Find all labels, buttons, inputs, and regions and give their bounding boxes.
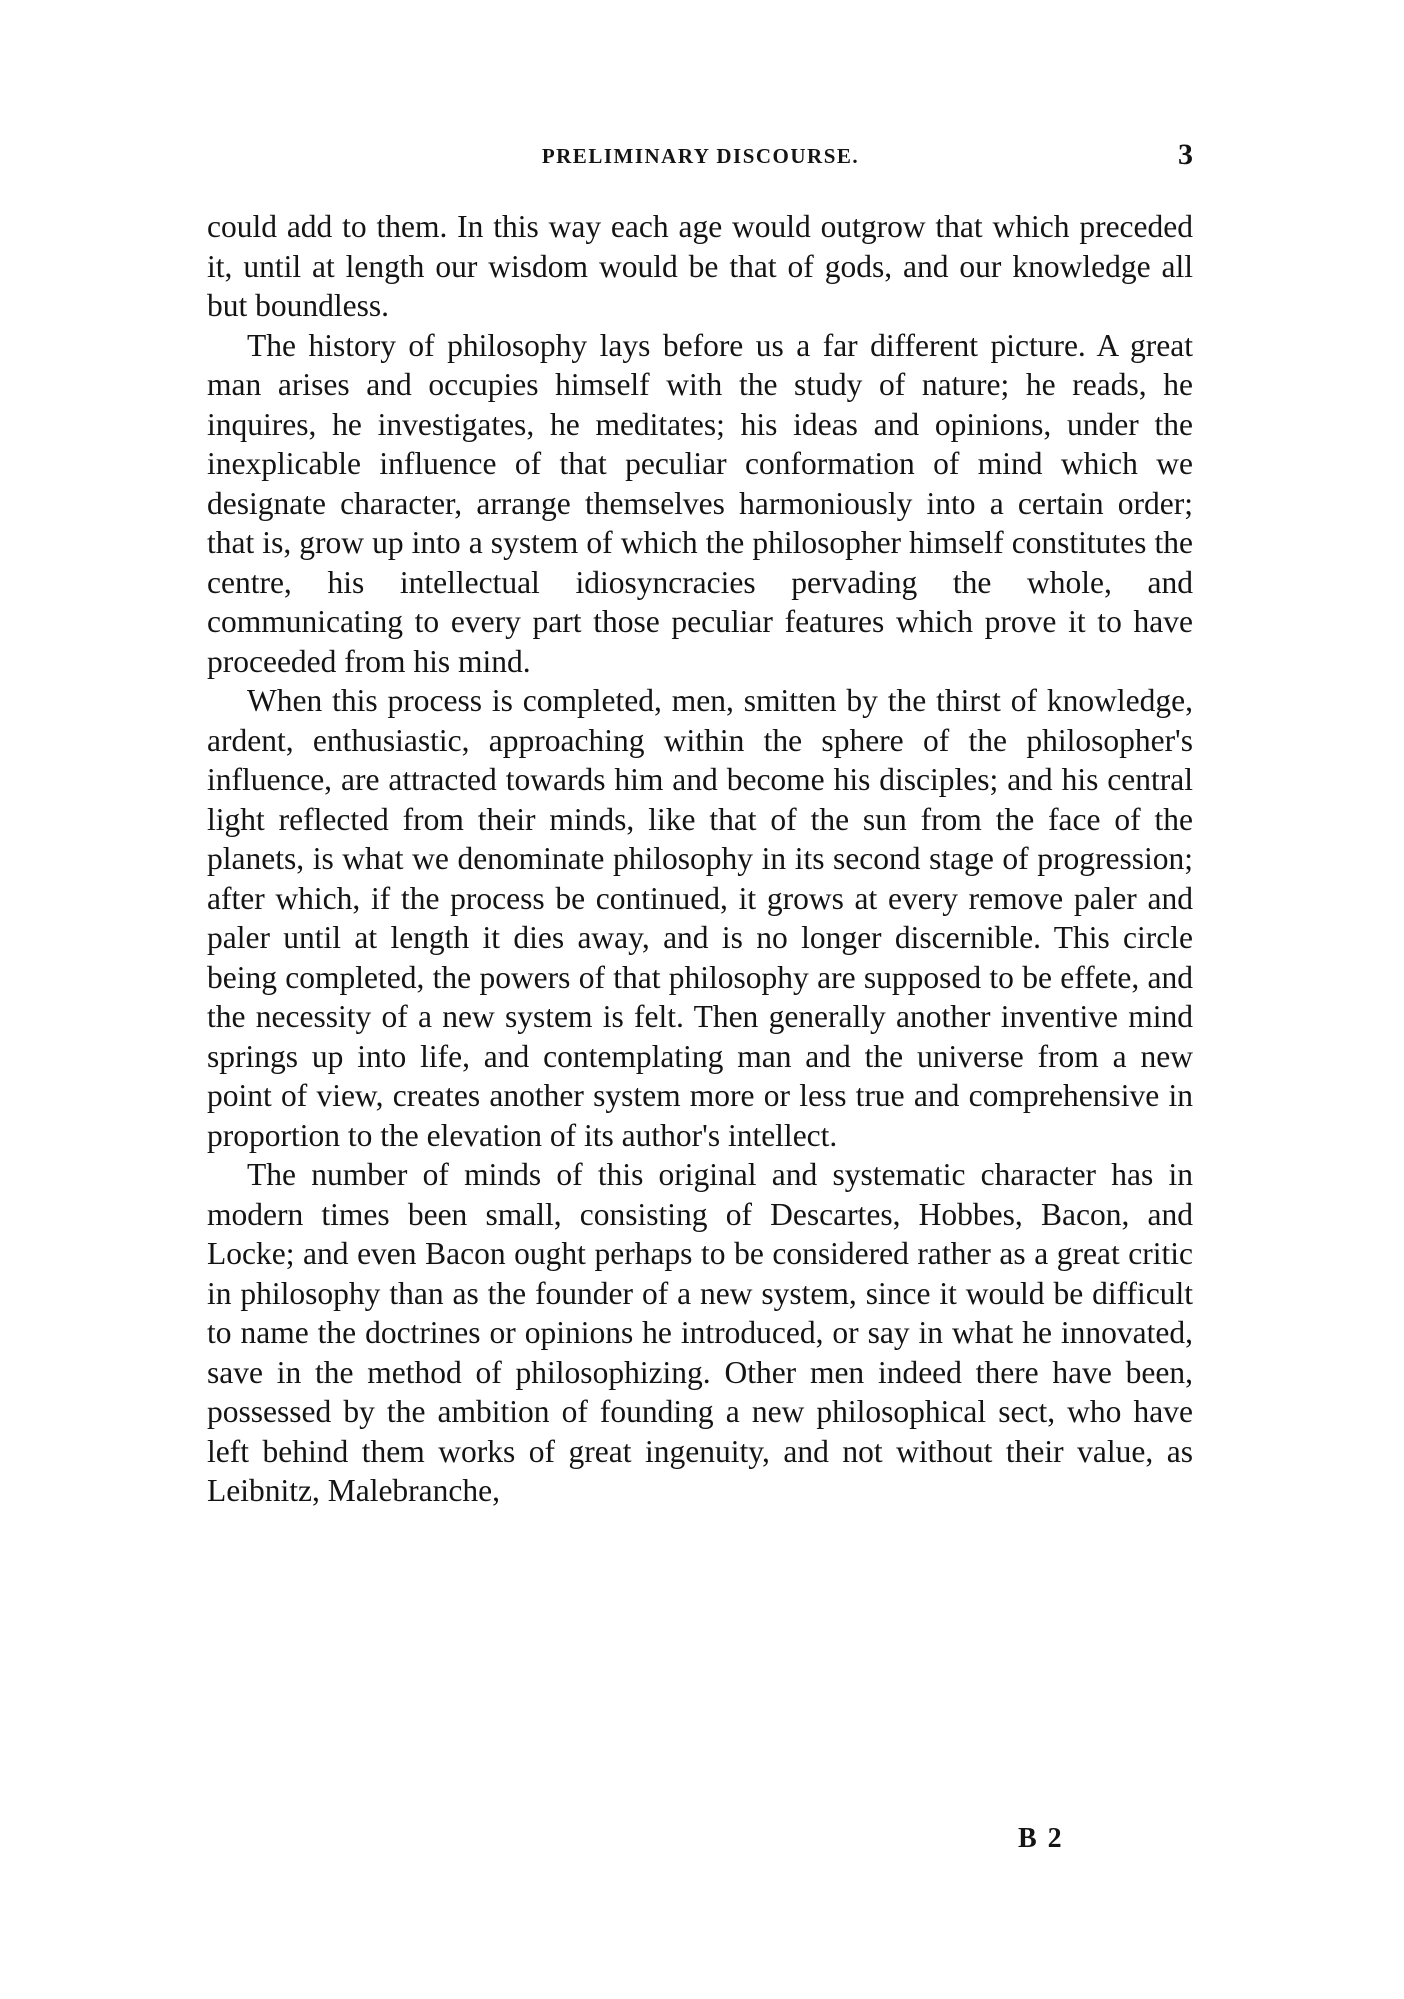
paragraph-2: The history of philosophy lays before us a far different picture. A great man arises and occupies himself with the study of nature; he reads, he inquires, he investigates, he meditates; his ideas and opinions, under the inexplicable influence of that peculiar conformation of mind which we designate character, arrange themselves harmoniously into a certain order; that is, grow up into a system of which the philosopher himself constitutes the centre, his intellectual idiosyncracies pervading the whole, and communicating to every part those peculiar features which prove it to have proceeded from his mind.: [207, 327, 1193, 679]
body-text: [207, 207, 1193, 1511]
running-head: [208, 138, 1193, 178]
paragraph-1: could add to them. In this way each age would outgrow that which preceded it, until at length our wisdom would be that of gods, and our knowledge all but boundless.: [207, 209, 1193, 323]
running-title: PRELIMINARY DISCOURSE.: [541, 144, 860, 168]
signature-mark: B 2: [1018, 1823, 1064, 1854]
paragraph-3: When this process is completed, men, smitten by the thirst of knowledge, ardent, enthusiastic, approaching within the sphere of the philosopher's influence, are attracted towards him and become his disciples; and his central light reflected from their minds, like that of the sun from the face of the planets, is what we denominate philosophy in its second stage of progression; after which, if the process be continued, it grows at every remove paler and paler until at length it dies away, and is no longer discernible. This circle being completed, the powers of that philosophy are supposed to be effete, and the necessity of a new system is felt. Then generally another inventive mind springs up into life, and contemplating man and the universe from a new point of view, creates another system more or less true and comprehensive in proportion to the elevation of its author's intellect.: [207, 683, 1193, 1153]
paragraph-4: The number of minds of this original and systematic character has in modern times been small, consisting of Descartes, Hobbes, Bacon, and Locke; and even Bacon ought perhaps to be considered rather as a great critic in philosophy than as the founder of a new system, since it would be difficult to name the doctrines or opinions he introduced, or say in what he innovated, save in the method of philosophizing. Other men indeed there have been, possessed by the ambition of founding a new philosophical sect, who have left behind them works of great ingenuity, and not without their value, as Leibnitz, Malebranche,: [207, 1157, 1193, 1508]
page-number: 3: [1178, 138, 1193, 171]
